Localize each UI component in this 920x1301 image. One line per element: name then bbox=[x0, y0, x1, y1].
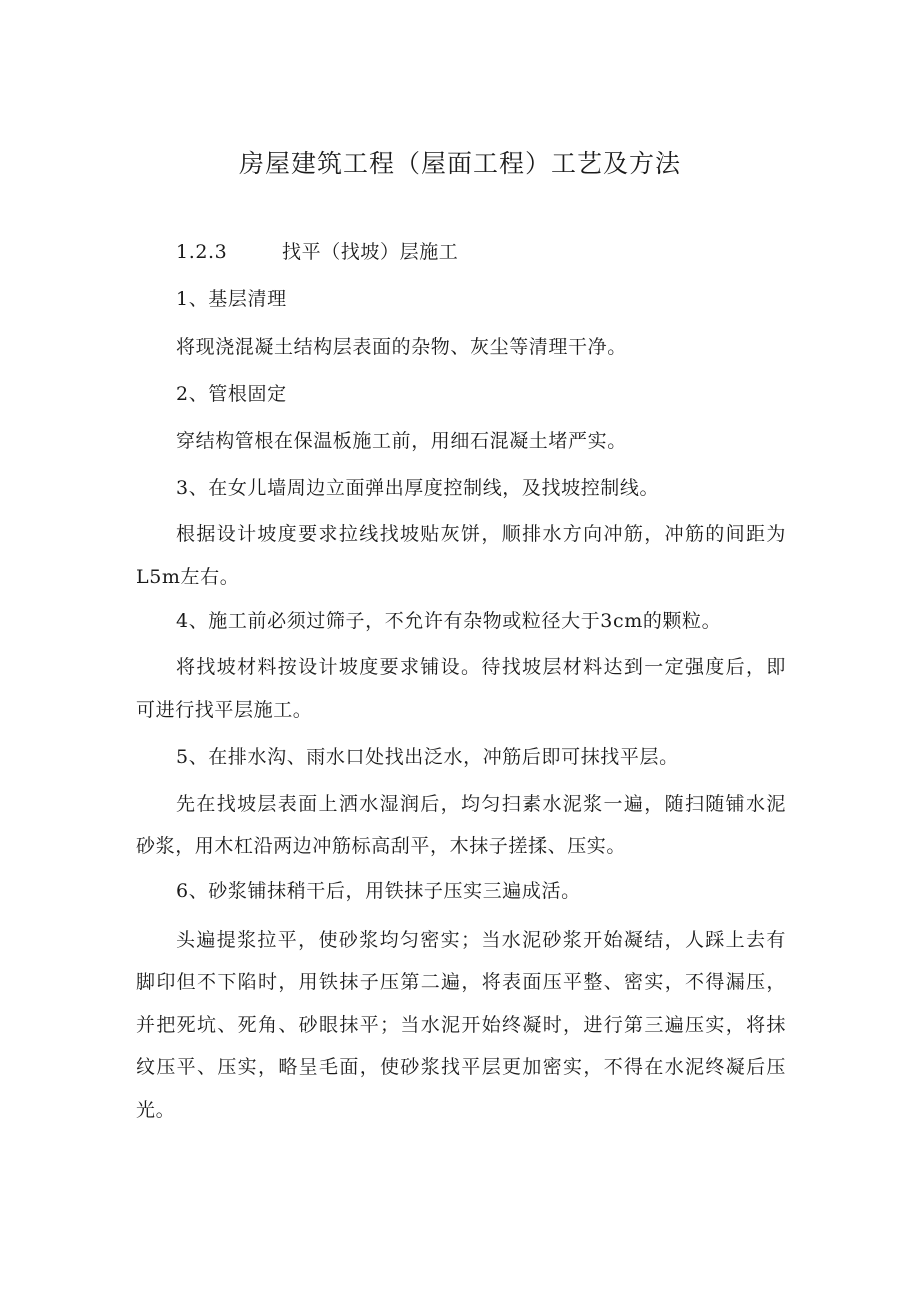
step-heading: 5、在排水沟、雨水口处找出泛水，冲筋后即可抹找平层。 bbox=[176, 746, 679, 768]
paragraph-line: 砂浆，用木杠沿两边冲筋标高刮平，木抹子搓揉、压实。 bbox=[136, 835, 627, 857]
paragraph-line: 纹压平、压实，略呈毛面，使砂浆找平层更加密实，不得在水泥终凝后压 bbox=[136, 1056, 786, 1078]
paragraph-line: 穿结构管根在保温板施工前，用细石混凝土堵严实。 bbox=[176, 430, 627, 452]
step-heading: 4、施工前必须过筛子，不允许有杂物或粒径大于3cm的颗粒。 bbox=[176, 610, 722, 632]
step-heading: 6、砂浆铺抹稍干后，用铁抹子压实三遍成活。 bbox=[176, 880, 581, 902]
step-heading: 2、管根固定 bbox=[176, 383, 287, 405]
paragraph-line: 可进行找平层施工。 bbox=[136, 699, 313, 721]
paragraph-line: 根据设计坡度要求拉线找坡贴灰饼，顺排水方向冲筋，冲筋的间距为 bbox=[176, 523, 786, 545]
step-heading: 1、基层清理 bbox=[176, 288, 287, 310]
paragraph-line: 光。 bbox=[136, 1099, 176, 1121]
paragraph-line: 将现浇混凝土结构层表面的杂物、灰尘等清理干净。 bbox=[176, 336, 627, 358]
paragraph-line: 将找坡材料按设计坡度要求铺设。待找坡层材料达到一定强度后，即 bbox=[176, 656, 786, 678]
section-title: 找平（找坡）层施工 bbox=[282, 241, 459, 263]
paragraph-line: L5m左右。 bbox=[136, 566, 240, 588]
paragraph-line: 先在找坡层表面上洒水湿润后，均匀扫素水泥浆一遍，随扫随铺水泥 bbox=[176, 793, 786, 815]
section-heading bbox=[176, 237, 458, 267]
step-heading: 3、在女儿墙周边立面弹出厚度控制线，及找坡控制线。 bbox=[176, 477, 660, 499]
document-title: 房屋建筑工程（屋面工程）工艺及方法 bbox=[238, 149, 681, 178]
paragraph-line: 头遍提浆拉平，使砂浆均匀密实；当水泥砂浆开始凝结，人踩上去有 bbox=[176, 929, 786, 951]
section-number: 1.2.3 bbox=[176, 241, 228, 263]
paragraph-line: 脚印但不下陷时，用铁抹子压第二遍，将表面压平整、密实，不得漏压， bbox=[136, 971, 786, 993]
paragraph-line: 并把死坑、死角、砂眼抹平；当水泥开始终凝时，进行第三遍压实，将抹 bbox=[136, 1014, 786, 1036]
